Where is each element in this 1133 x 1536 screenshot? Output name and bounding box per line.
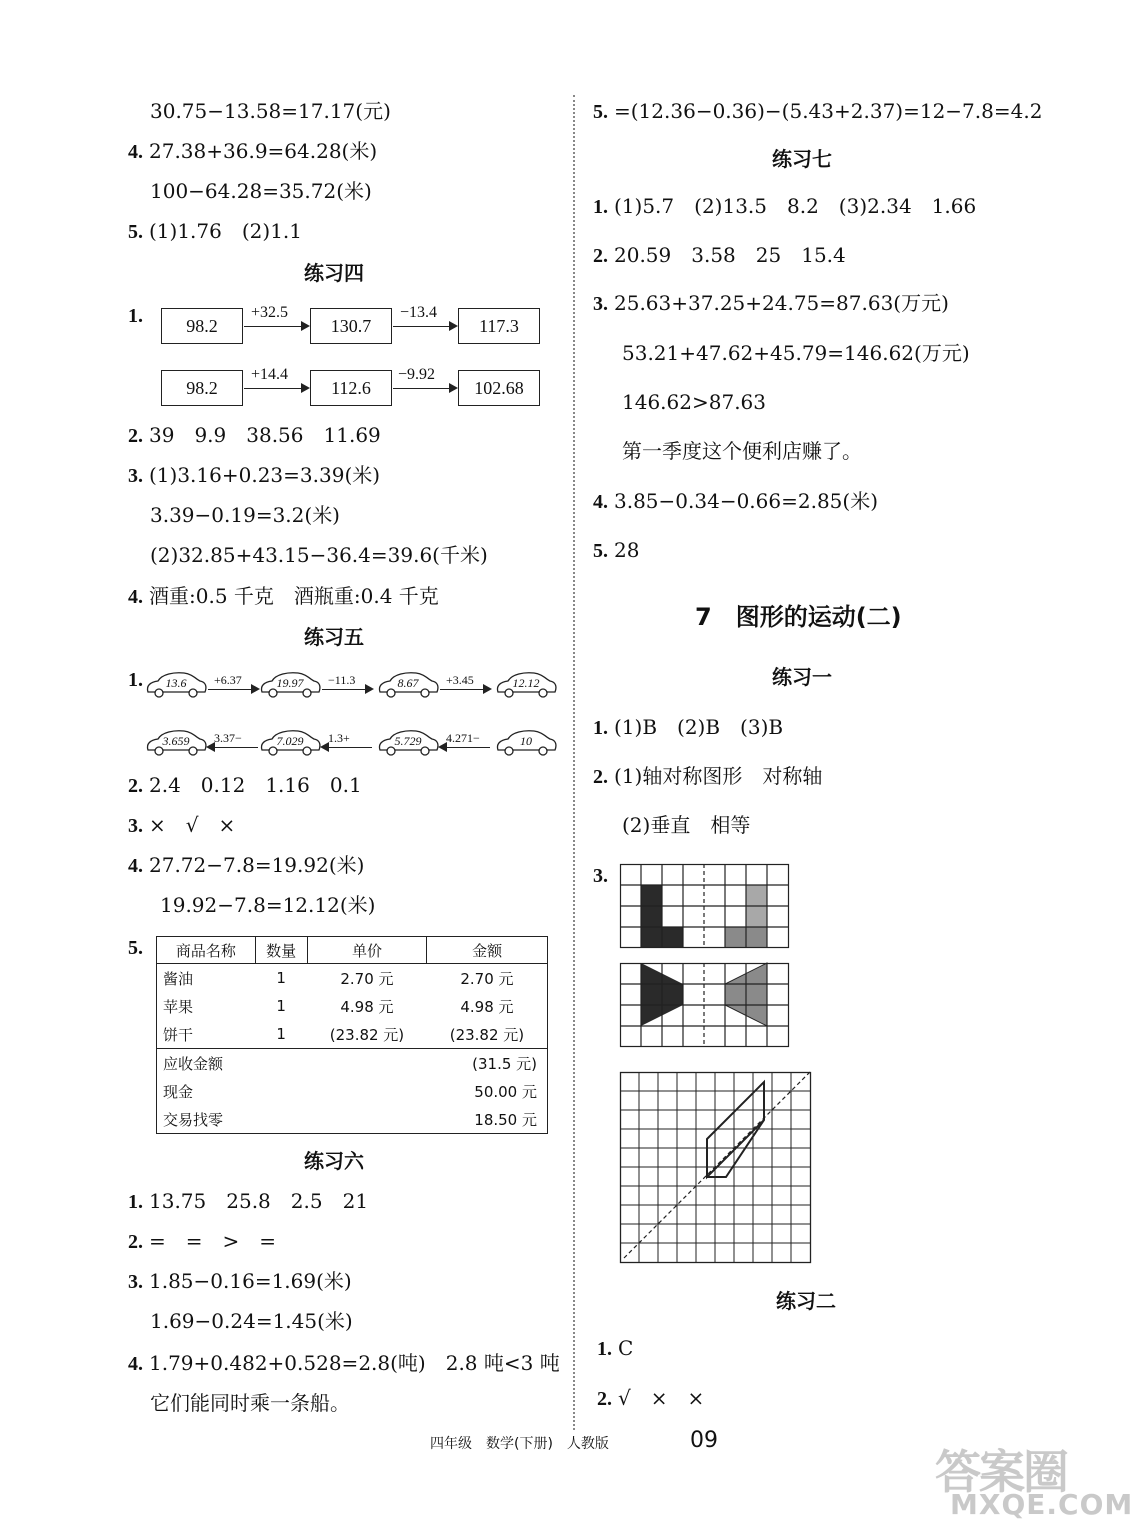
answer-line: 1. (1)B (2)B (3)B <box>593 715 784 739</box>
watermark-logo: 答案圈 <box>935 1445 1067 1499</box>
section-title-ex7: 练习七 <box>772 147 832 171</box>
summary-value: 18.50 元 <box>474 1110 537 1129</box>
flow-op: −13.4 <box>400 304 438 321</box>
car-number: 12.12 <box>494 670 558 698</box>
section-title-ex6: 练习六 <box>304 1149 364 1173</box>
flow-box: 112.6 <box>310 370 392 406</box>
car-op: 4.271− <box>446 731 480 745</box>
car-op: +6.37 <box>214 673 242 687</box>
symmetry-axis <box>624 1072 810 1258</box>
car-number: 3.659 <box>144 728 208 756</box>
answer-line: (2)垂直 相等 <box>622 813 751 837</box>
flow-arrow <box>244 388 308 389</box>
answer-line: 1.69−0.24=1.45(米) <box>150 1309 353 1333</box>
receipt-header: 金额 <box>427 937 548 964</box>
answer-line: 146.62>87.63 <box>622 390 766 414</box>
summary-label: 应收金额 <box>157 1049 308 1078</box>
answer-line: 2. (1)轴对称图形 对称轴 <box>593 764 823 788</box>
flow-box: 98.2 <box>161 308 243 344</box>
car-arrow <box>208 747 258 748</box>
flow-box: 130.7 <box>310 308 392 344</box>
answer-line: 5. (1)1.76 (2)1.1 <box>128 219 302 243</box>
flow-op: +32.5 <box>251 304 289 321</box>
item-name: 饼干 <box>163 1025 194 1044</box>
car-number: 7.029 <box>258 728 322 756</box>
answer-line: 4. 1.79+0.482+0.528=2.8(吨) 2.8 吨<3 吨 <box>128 1351 560 1375</box>
receipt-row <box>157 1020 548 1049</box>
answer-line: 1. C <box>597 1336 634 1360</box>
car-arrow <box>208 689 258 690</box>
summary-label: 现金 <box>163 1082 194 1101</box>
symmetry-grid-2 <box>620 963 790 1053</box>
receipt-summary-row <box>157 1049 548 1078</box>
answer-line: 4. 3.85−0.34−0.66=2.85(米) <box>593 489 879 513</box>
item-qty: 1 <box>276 969 286 987</box>
answer-line: 它们能同时乘一条船。 <box>150 1391 350 1415</box>
section-title-ex4: 练习四 <box>304 261 364 285</box>
answer-line: 3. × √ × <box>128 813 236 837</box>
flow-arrow <box>244 326 308 327</box>
answer-line: 2. 20.59 3.58 25 15.4 <box>593 243 846 267</box>
answer-line: 19.92−7.8=12.12(米) <box>160 893 376 917</box>
summary-value: 50.00 元 <box>474 1082 537 1101</box>
answer-line: 4. 27.72−7.8=19.92(米) <box>128 853 365 877</box>
answer-line: 2. √ × × <box>597 1386 705 1410</box>
car-arrow <box>440 747 490 748</box>
car-op: 3.37− <box>214 731 242 745</box>
answer-line: 第一季度这个便利店赚了。 <box>622 439 862 463</box>
answer-line: 2. = = > = <box>128 1229 277 1253</box>
flow-op: +14.4 <box>251 366 289 383</box>
car-op: −11.3 <box>328 673 356 687</box>
answer-line: 3. 1.85−0.16=1.69(米) <box>128 1269 352 1293</box>
page-number: 09 <box>690 1428 718 1453</box>
item-qty: 1 <box>276 1025 286 1043</box>
section-title-ex5: 练习五 <box>304 625 364 649</box>
car-arrow <box>322 689 372 690</box>
car-number: 8.67 <box>376 670 440 698</box>
answer-line: 53.21+47.62+45.79=146.62(万元) <box>622 341 970 365</box>
receipt-table <box>156 936 548 1134</box>
section-title-ex2: 练习二 <box>776 1289 836 1313</box>
receipt-summary-row <box>157 1105 548 1134</box>
answer-line: 3. 25.63+37.25+24.75=87.63(万元) <box>593 291 949 315</box>
flow-box: 98.2 <box>161 370 243 406</box>
car-op: +3.45 <box>446 673 474 687</box>
answer-line: 1. (1)5.7 (2)13.5 8.2 (3)2.34 1.66 <box>593 194 977 218</box>
answer-line: 5. 28 <box>593 538 640 562</box>
section-title-ex1: 练习一 <box>772 665 832 689</box>
answer-line: 2. 39 9.9 38.56 11.69 <box>128 423 381 447</box>
flow-box: 117.3 <box>458 308 540 344</box>
answer-line: 4. 酒重:0.5 千克 酒瓶重:0.4 千克 <box>128 584 439 608</box>
receipt-header: 商品名称 <box>157 937 256 964</box>
car-arrow <box>322 747 372 748</box>
item-name: 酱油 <box>163 969 194 988</box>
car-number: 13.6 <box>144 670 208 698</box>
flow-arrow <box>393 388 456 389</box>
summary-value: (31.5 元) <box>427 1049 548 1078</box>
item-price: (23.82 元) <box>329 1025 405 1044</box>
answer-line: 1. 13.75 25.8 2.5 21 <box>128 1189 369 1213</box>
item-name: 苹果 <box>163 997 194 1016</box>
item-price: 2.70 元 <box>340 969 394 988</box>
chapter-title: 7 图形的运动(二) <box>695 603 902 631</box>
question-number: 5. <box>128 937 143 959</box>
summary-label: 交易找零 <box>163 1110 224 1129</box>
answer-line: 2. 2.4 0.12 1.16 0.1 <box>128 773 362 797</box>
item-qty: 1 <box>276 997 286 1015</box>
car-number: 19.97 <box>258 670 322 698</box>
footer-text: 四年级 数学(下册) 人教版 <box>430 1436 609 1452</box>
flow-arrow <box>393 326 456 327</box>
car-op: 1.3+ <box>328 731 350 745</box>
answer-line: 3. (1)3.16+0.23=3.39(米) <box>128 463 381 487</box>
watermark-url: MXQE.COM <box>950 1488 1133 1521</box>
receipt-summary-row <box>157 1077 548 1105</box>
answer-line: 5. =(12.36−0.36)−(5.43+2.37)=12−7.8=4.2 <box>593 99 1043 123</box>
symmetry-grid-1 <box>620 864 790 948</box>
column-divider <box>573 95 575 1430</box>
question-number: 1. <box>128 669 143 691</box>
item-amount: (23.82 元) <box>449 1025 525 1044</box>
item-amount: 2.70 元 <box>460 969 514 988</box>
item-amount: 4.98 元 <box>460 997 514 1016</box>
answer-line: (2)32.85+43.15−36.4=39.6(千米) <box>150 543 488 567</box>
receipt-header: 数量 <box>255 937 307 964</box>
answer-line: 100−64.28=35.72(米) <box>150 179 372 203</box>
question-number: 3. <box>593 865 608 887</box>
answer-line: 3.39−0.19=3.2(米) <box>150 503 340 527</box>
flow-op: −9.92 <box>398 366 436 383</box>
receipt-row <box>157 992 548 1020</box>
item-price: 4.98 元 <box>340 997 394 1016</box>
symmetry-grid-3 <box>620 1072 814 1264</box>
answer-line: 30.75−13.58=17.17(元) <box>150 99 391 123</box>
car-number: 10 <box>494 728 558 756</box>
receipt-header: 单价 <box>307 937 427 964</box>
car-number: 5.729 <box>376 728 440 756</box>
flow-box: 102.68 <box>458 370 540 406</box>
answer-line: 4. 27.38+36.9=64.28(米) <box>128 139 378 163</box>
receipt-row <box>157 964 548 993</box>
question-number: 1. <box>128 305 143 327</box>
car-arrow <box>440 689 490 690</box>
